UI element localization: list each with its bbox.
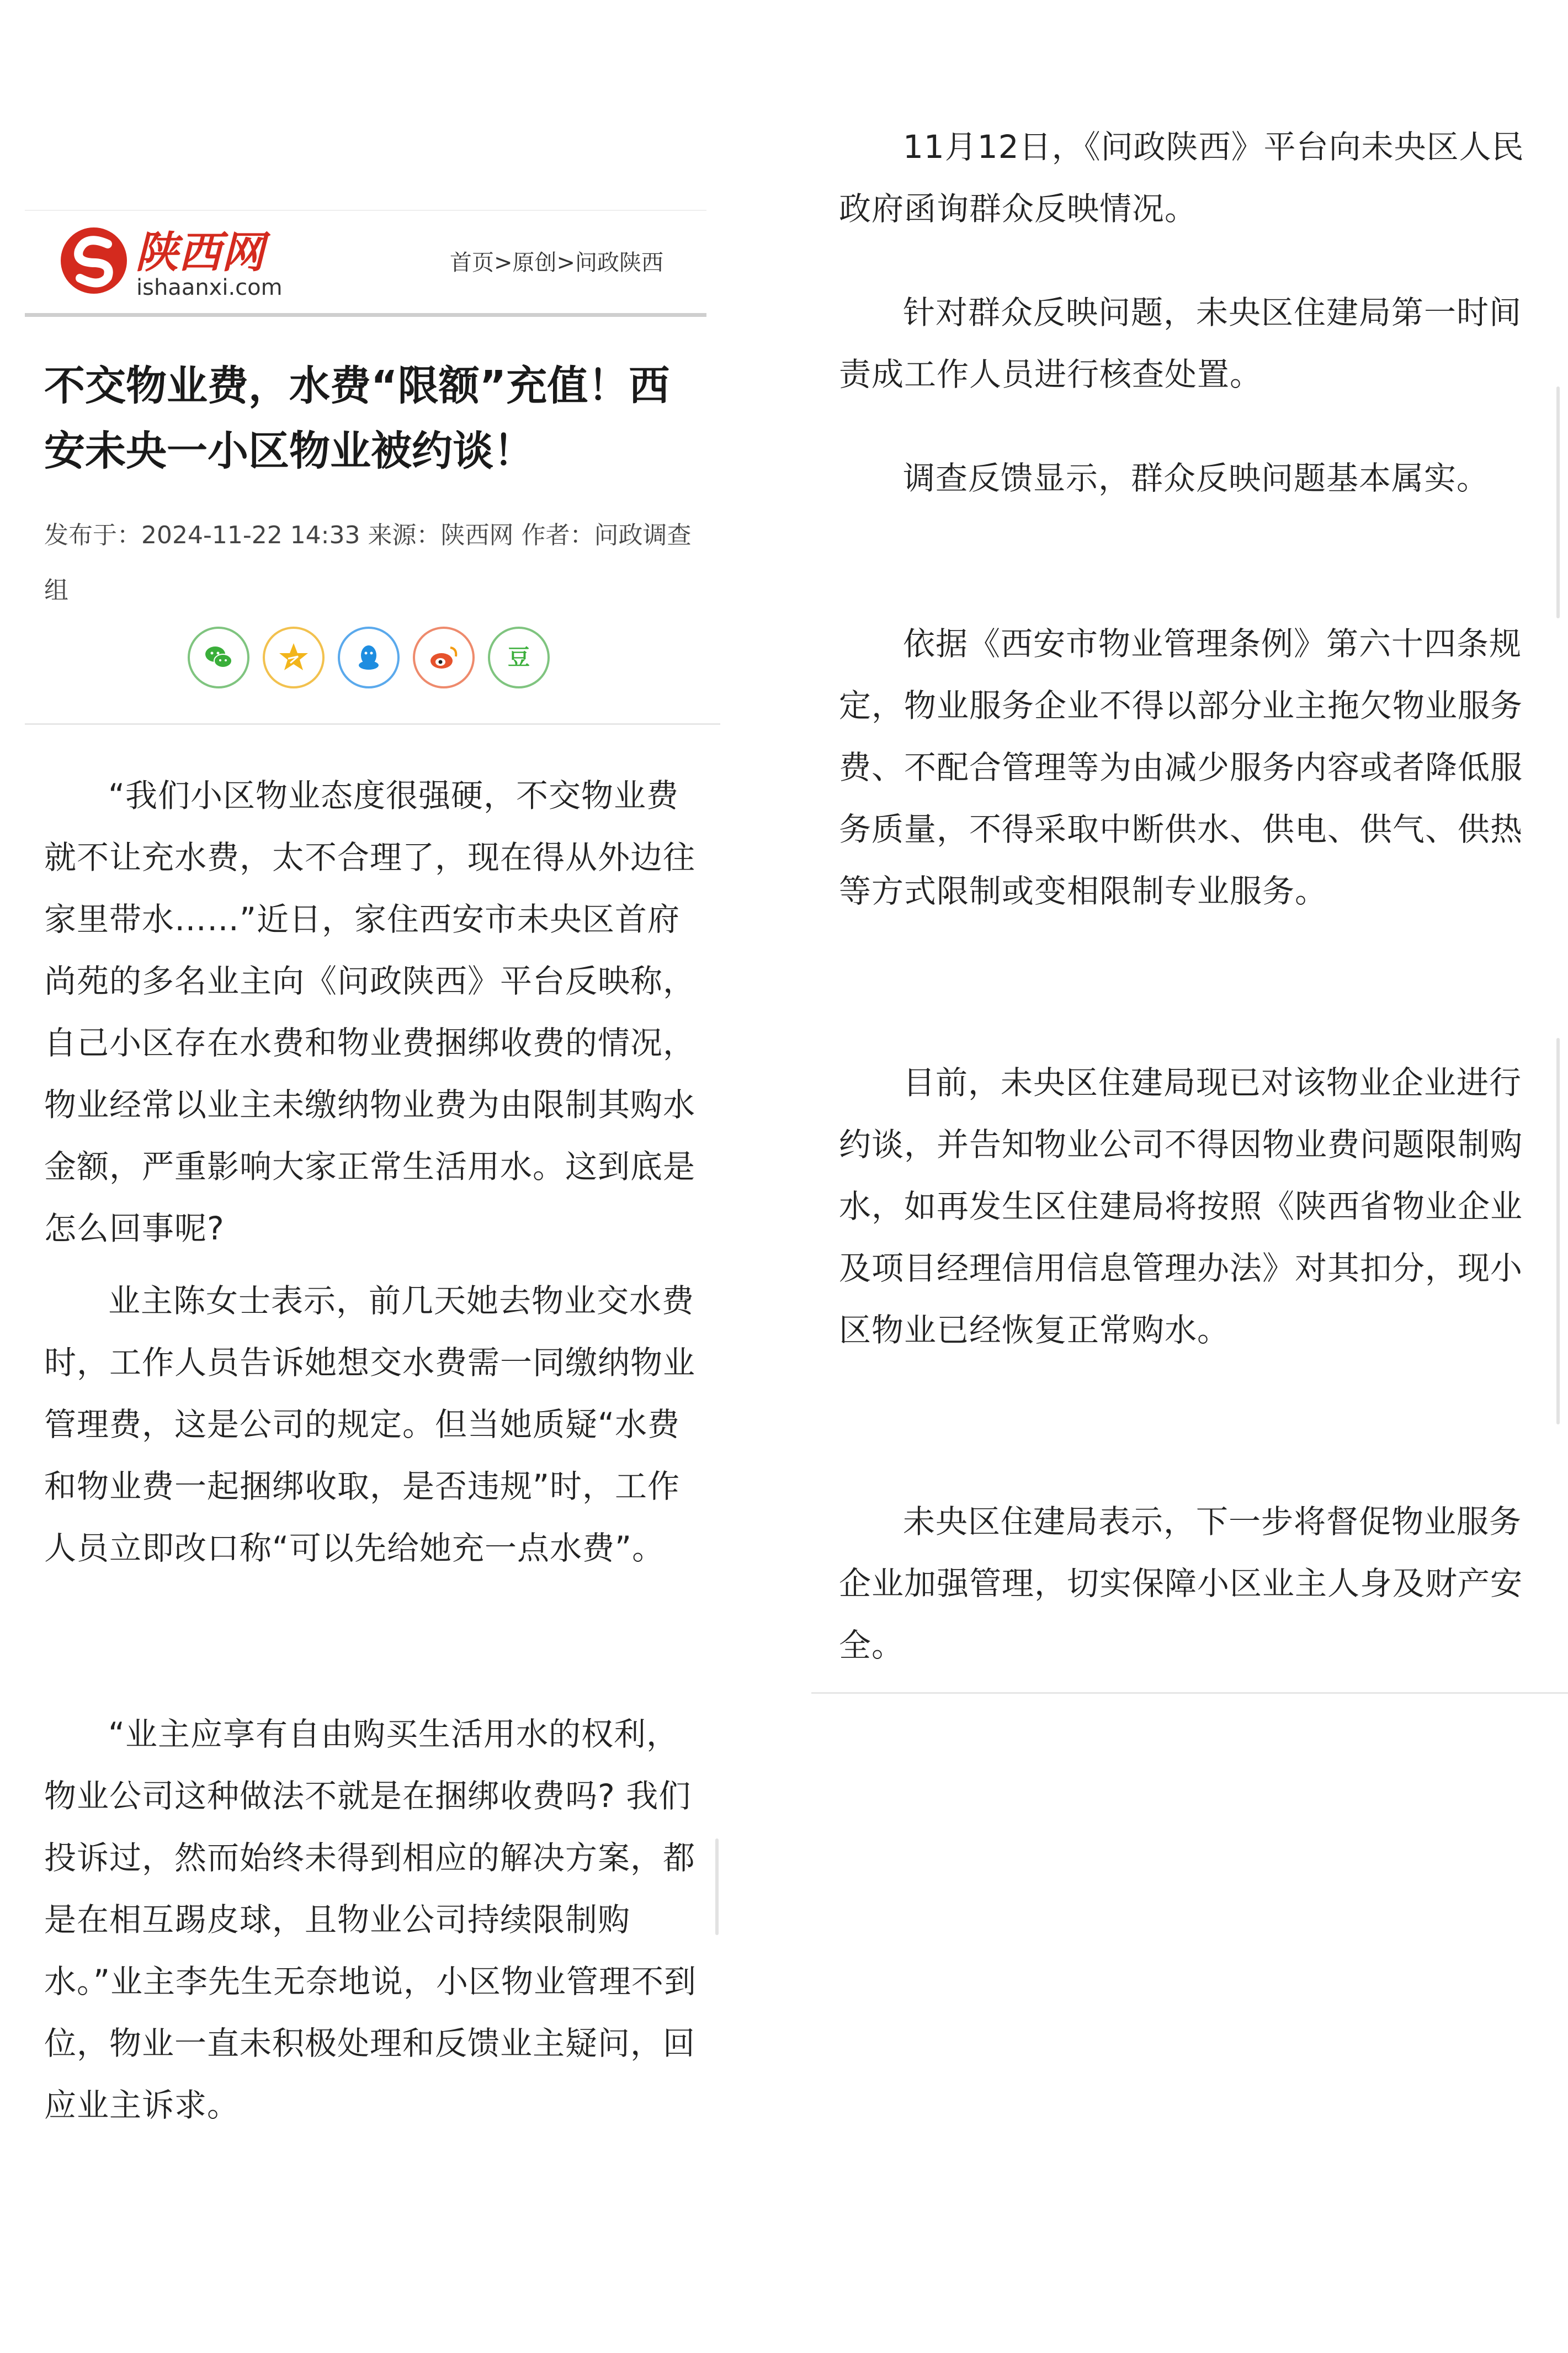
breadcrumb-section[interactable]: 原创 — [512, 250, 557, 275]
site-header — [25, 210, 706, 317]
breadcrumb-channel[interactable]: 问政陕西 — [575, 250, 664, 275]
share-buttons — [188, 627, 550, 693]
douban-icon — [501, 640, 536, 675]
share-qq-button[interactable] — [338, 627, 400, 688]
article-paragraph: 依据《西安市物业管理条例》第六十四条规定，物业服务企业不得以部分业主拖欠物业服务费、不配合管理等为由减少服务内容或者降低服务质量，不得采取中断供水、供电、供气、供热等方式限制或变相限制专业服务。 — [839, 625, 1523, 910]
scrollbar[interactable] — [1556, 1038, 1560, 1424]
article-paragraph: 调查反馈显示，群众反映问题基本属实。 — [903, 459, 1490, 497]
article-paragraph: “业主应享有自由购买生活用水的权利，物业公司这种做法不就是在捆绑收费吗? 我们投诉过，然而始终未得到相应的解决方案，都是在相互踢皮球，且物业公司持续限制购水。”业主李先生无奈地说，小区物业管理不到位，物业一直未积极处理和反馈业主疑问，回应业主诉求。 — [44, 1715, 697, 2124]
divider — [25, 723, 720, 725]
breadcrumb-home[interactable]: 首页 — [450, 250, 494, 275]
site-logo[interactable] — [52, 218, 295, 300]
article-meta: 发布于：2024-11-22 14:33 来源：陕西网 作者：问政调查组 — [44, 521, 692, 605]
share-weibo-button[interactable] — [413, 627, 475, 688]
scrollbar[interactable] — [1556, 386, 1560, 618]
article-paragraph: “我们小区物业态度很强硬，不交物业费就不让充水费，太不合理了，现在得从外边往家里带水……”近日，家住西安市未央区首府尚苑的多名业主向《问政陕西》平台反映称，自己小区存在水费和物业费捆绑收费的情况，物业经常以业主未缴纳物业费为由限制其购水金额，严重影响大家正常生活用水。这到底是怎么回事呢? — [44, 777, 696, 1247]
qzone-star-icon — [276, 640, 311, 675]
breadcrumb — [450, 245, 663, 277]
breadcrumb-separator: > — [494, 250, 513, 275]
article-title: 不交物业费，水费“限额”充值！西安未央一小区物业被约谈！ — [44, 362, 670, 475]
logo-text: 陕西网 — [135, 227, 265, 278]
svg-text:豆: 豆 — [508, 645, 530, 670]
scrollbar[interactable] — [715, 1838, 719, 1935]
share-qzone-button[interactable] — [263, 627, 325, 688]
article-paragraph: 业主陈女士表示，前几天她去物业交水费时，工作人员告诉她想交水费需一同缴纳物业管理费，这是公司的规定。但当她质疑“水费和物业费一起捆绑收取，是否违规”时，工作人员立即改口称“可以先给她充一点水费”。 — [44, 1282, 696, 1567]
breadcrumb-separator: > — [556, 250, 576, 275]
article-paragraph: 未央区住建局表示，下一步将督促物业服务企业加强管理，切实保障小区业主人身及财产安全。 — [839, 1503, 1523, 1664]
divider — [811, 1692, 1568, 1694]
qq-penguin-icon — [351, 640, 386, 675]
article-paragraph: 11月12日，《问政陕西》平台向未央区人民政府函询群众反映情况。 — [839, 128, 1524, 227]
article-paragraph: 目前，未央区住建局现已对该物业企业进行约谈，并告知物业公司不得因物业费问题限制购水，如再发生区住建局将按照《陕西省物业企业及项目经理信用信息管理办法》对其扣分，现小区物业已经恢复正常购水。 — [839, 1064, 1523, 1349]
share-douban-button[interactable] — [488, 627, 550, 688]
weibo-icon — [426, 640, 461, 675]
share-wechat-button[interactable] — [188, 627, 249, 688]
logo-domain: ishaanxi.com — [136, 275, 283, 300]
article-paragraph: 针对群众反映问题，未央区住建局第一时间责成工作人员进行核查处置。 — [839, 294, 1522, 393]
wechat-icon — [201, 640, 236, 675]
